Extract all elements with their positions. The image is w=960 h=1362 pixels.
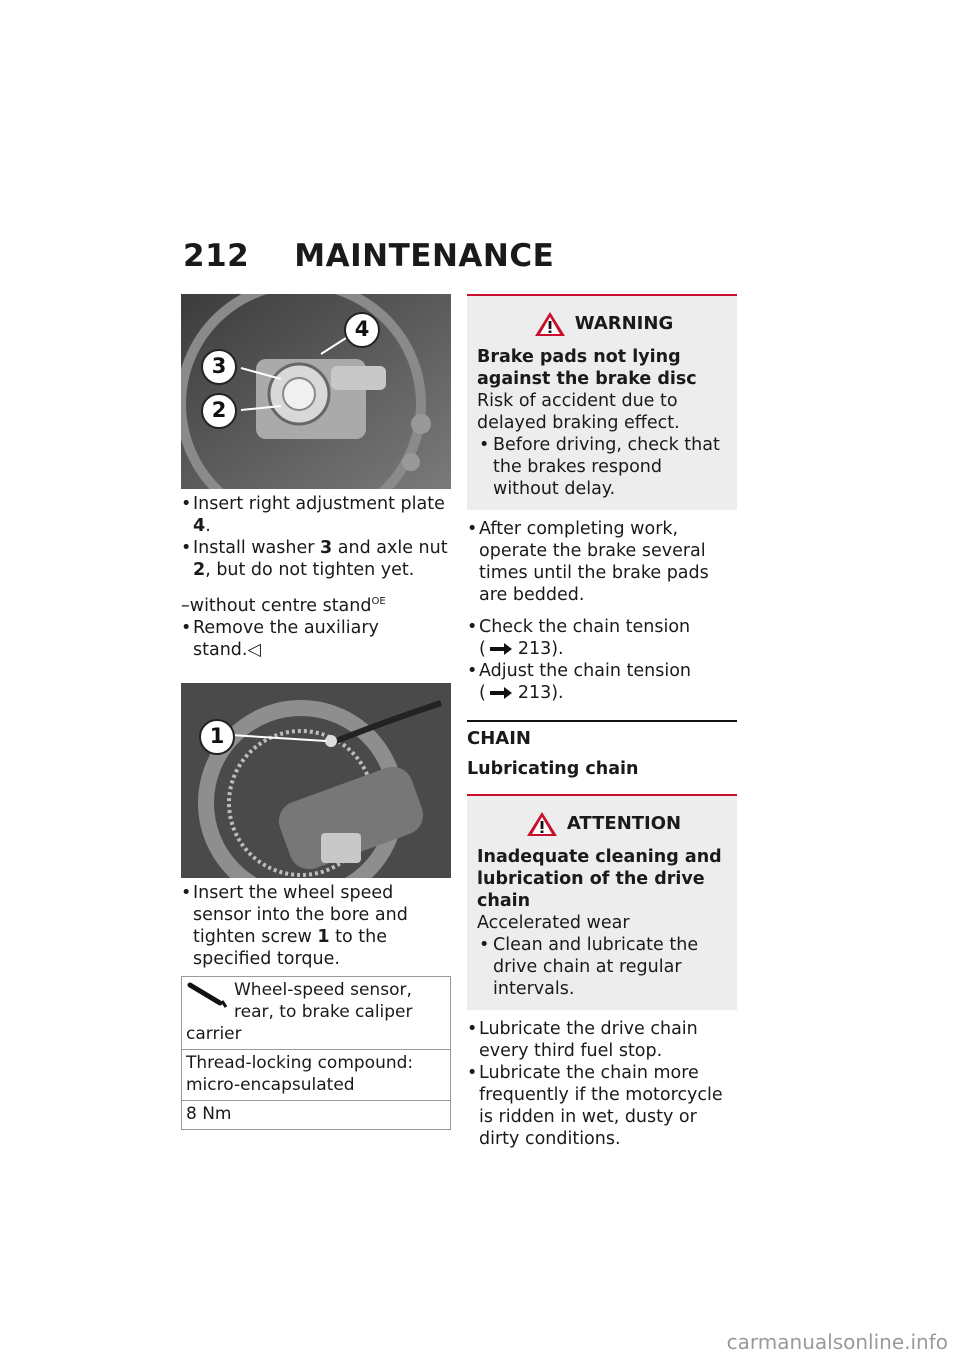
warning-title: Brake pads not lying against the brake disc — [477, 347, 697, 389]
xref-check[interactable]: ( 213). — [479, 639, 564, 659]
warning-box — [467, 294, 737, 510]
chain-heading: CHAIN — [467, 728, 531, 749]
torque-table — [181, 976, 451, 1130]
section-rule — [467, 720, 737, 722]
attention-action: • Clean and lubricate the drive chain at regular intervals. — [477, 934, 729, 1000]
warning-action: • Before driving, check that the brakes respond without delay. — [477, 434, 729, 500]
watermark: carmanualsonline.info — [726, 1330, 948, 1354]
right-column — [467, 294, 737, 1150]
arrow-icon — [490, 686, 514, 700]
attention-box — [467, 794, 737, 1010]
step-insert-sensor: • Insert the wheel speed sensor into the bore and tighten screw 1 to the specified torque. — [181, 882, 451, 970]
torque-label-row: Wheel-speed sensor, rear, to brake caliper carrier — [186, 979, 413, 1044]
page-header — [183, 238, 554, 274]
arrow-icon — [490, 642, 514, 656]
section-title: MAINTENANCE — [294, 238, 555, 274]
left-column — [181, 294, 451, 1130]
lubricating-heading: Lubricating chain — [467, 759, 639, 779]
axle-illustration — [181, 294, 451, 489]
attention-desc: Accelerated wear — [477, 913, 630, 933]
attention-title: Inadequate cleaning and lubrication of the drive chain — [477, 847, 722, 911]
attention-heading: ATTENTION — [477, 810, 729, 838]
torque-wrench-icon — [186, 979, 230, 1009]
callout-1: 1 — [199, 719, 235, 755]
step-check-tension: • Check the chain tension ( 213). — [467, 616, 737, 660]
step-lubricate: • Lubricate the drive chain every third fuel stop. — [467, 1018, 737, 1062]
condition-line: –without centre stand$^{OE}$ — [181, 595, 386, 616]
attention-triangle-icon — [525, 810, 559, 838]
end-mark: ◁ — [247, 639, 261, 660]
callout-4: 4 — [344, 312, 380, 348]
step-operate-brake: • After completing work, operate the brake several times until the brake pads are bedded. — [467, 518, 737, 606]
step-lubricate-more: • Lubricate the chain more frequently if the motorcycle is ridden in wet, dusty or dirty conditions. — [467, 1062, 737, 1150]
step-insert-plate: • Insert right adjustment plate 4. — [181, 493, 451, 537]
warning-desc: Risk of accident due to delayed braking effect. — [477, 391, 680, 433]
callout-2: 2 — [201, 393, 237, 429]
step-adjust-tension: • Adjust the chain tension ( 213). — [467, 660, 737, 704]
page-number: 212 — [183, 238, 250, 274]
sensor-illustration — [181, 683, 451, 878]
warning-heading: WARNING — [477, 310, 729, 338]
axle-photo — [181, 294, 451, 489]
torque-compound-row: Thread-locking compound: micro-encapsulated — [182, 1049, 450, 1100]
warning-triangle-icon — [533, 310, 567, 338]
step-remove-stand: • Remove the auxiliary stand.◁ — [181, 617, 451, 661]
callout-3: 3 — [201, 349, 237, 385]
step-install-washer: • Install washer 3 and axle nut 2, but do not tighten yet. — [181, 537, 451, 581]
oe-mark: OE — [371, 596, 386, 607]
sensor-photo — [181, 683, 451, 878]
xref-adjust[interactable]: ( 213). — [479, 683, 564, 703]
torque-value-row: 8 Nm — [182, 1100, 450, 1129]
